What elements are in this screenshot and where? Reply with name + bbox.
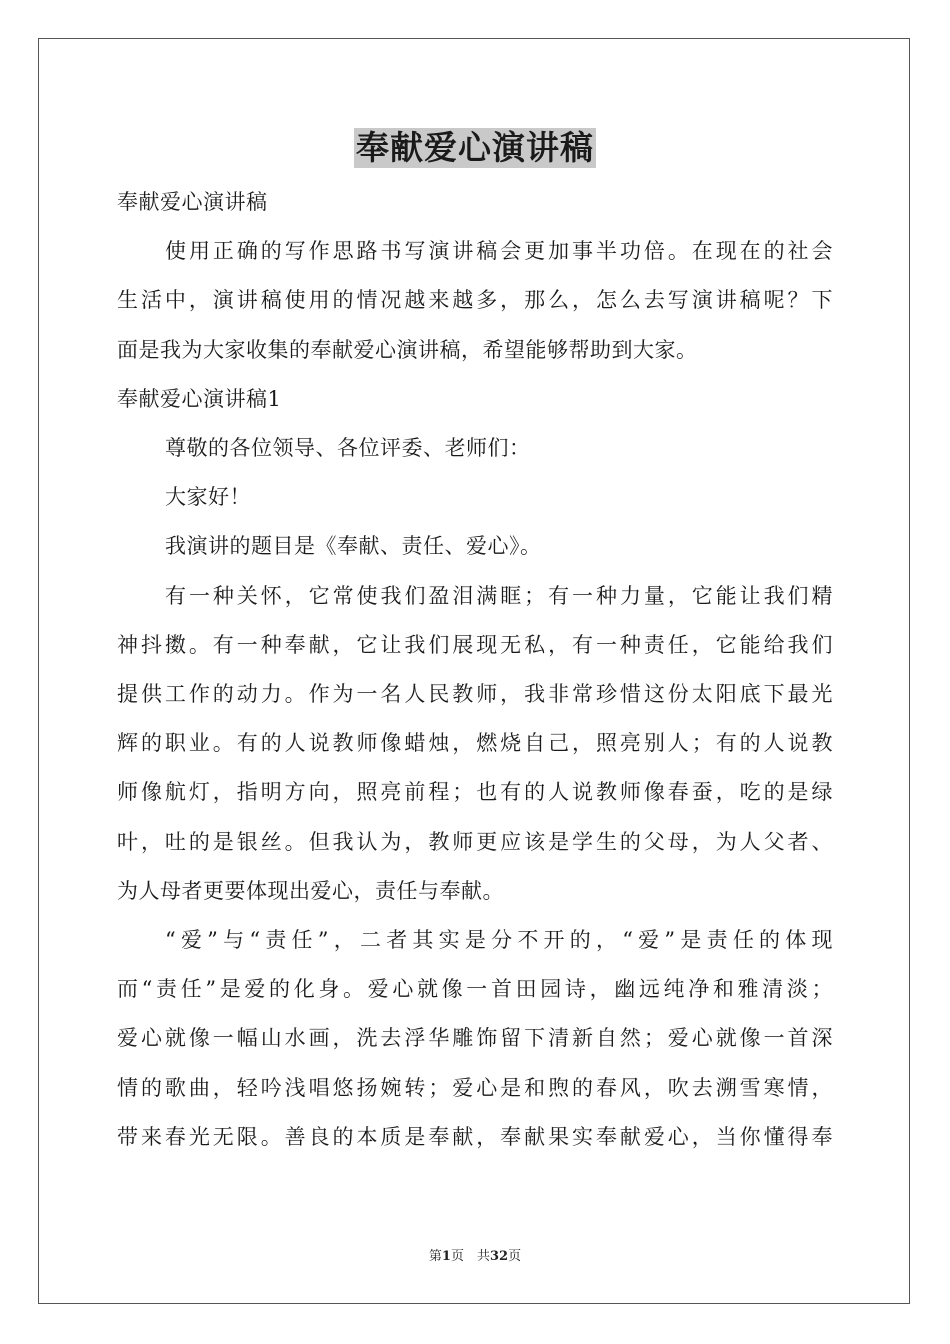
page-footer: [0, 1245, 950, 1264]
footer-total-pages: 32: [489, 1249, 509, 1264]
text-line: 辉的职业。有的人说教师像蜡烛，燃烧自己，照亮别人；有的人说教: [117, 731, 833, 756]
text-line: 情的歌曲，轻吟浅唱悠扬婉转；爱心是和煦的春风，吹去溯雪寒情，: [117, 1075, 833, 1100]
text-line: 尊敬的各位领导、各位评委、老师们：: [165, 436, 531, 461]
text-line: 提供工作的动力。作为一名人民教师，我非常珍惜这份太阳底下最光: [117, 682, 833, 707]
document-body: [117, 178, 833, 1162]
text-line: 奉献爱心演讲稿: [117, 190, 268, 214]
text-line: 大家好！: [165, 485, 251, 510]
text-line: 有一种关怀，它常使我们盈泪满眶；有一种力量，它能让我们精: [165, 583, 833, 608]
text-line: 生活中，演讲稿使用的情况越来越多，那么，怎么去写演讲稿呢？下: [117, 288, 833, 313]
text-line: 我演讲的题目是《奉献、责任、爱心》。: [165, 534, 542, 559]
text-line: 为人母者更要体现出爱心，责任与奉献。: [117, 878, 504, 903]
text-line: 使用正确的写作思路书写演讲稿会更加事半功倍。在现在的社会: [165, 239, 833, 264]
footer-page-number: 1: [441, 1249, 451, 1264]
text-line: 爱心就像一幅山水画，洗去浮华雕饰留下清新自然；爱心就像一首深: [117, 1026, 833, 1051]
text-line: 神抖擞。有一种奉献，它让我们展现无私，有一种责任，它能给我们: [117, 632, 833, 657]
footer-middle: 页 共: [450, 1249, 490, 1264]
document-title: 奉献爱心演讲稿: [356, 128, 594, 167]
footer-suffix: 页: [508, 1249, 522, 1264]
text-line: 面是我为大家收集的奉献爱心演讲稿，希望能够帮助到大家。: [117, 337, 698, 362]
text-line: 奉献爱心演讲稿1: [117, 386, 282, 411]
text-line: 带来春光无限。善良的本质是奉献，奉献果实奉献爱心，当你懂得奉: [117, 1124, 833, 1149]
text-line: 而“责任”是爱的化身。爱心就像一首田园诗，幽远纯净和雅清淡；: [117, 977, 833, 1002]
text-line: 叶，吐的是银丝。但我认为，教师更应该是学生的父母，为人父者、: [117, 829, 833, 854]
footer-prefix: 第: [428, 1249, 442, 1264]
text-line: 师像航灯，指明方向，照亮前程；也有的人说教师像春蚕，吃的是绿: [117, 780, 833, 805]
text-line: “爱”与“责任”，二者其实是分不开的，“爱”是责任的体现: [165, 928, 833, 953]
title-container: [0, 128, 950, 168]
